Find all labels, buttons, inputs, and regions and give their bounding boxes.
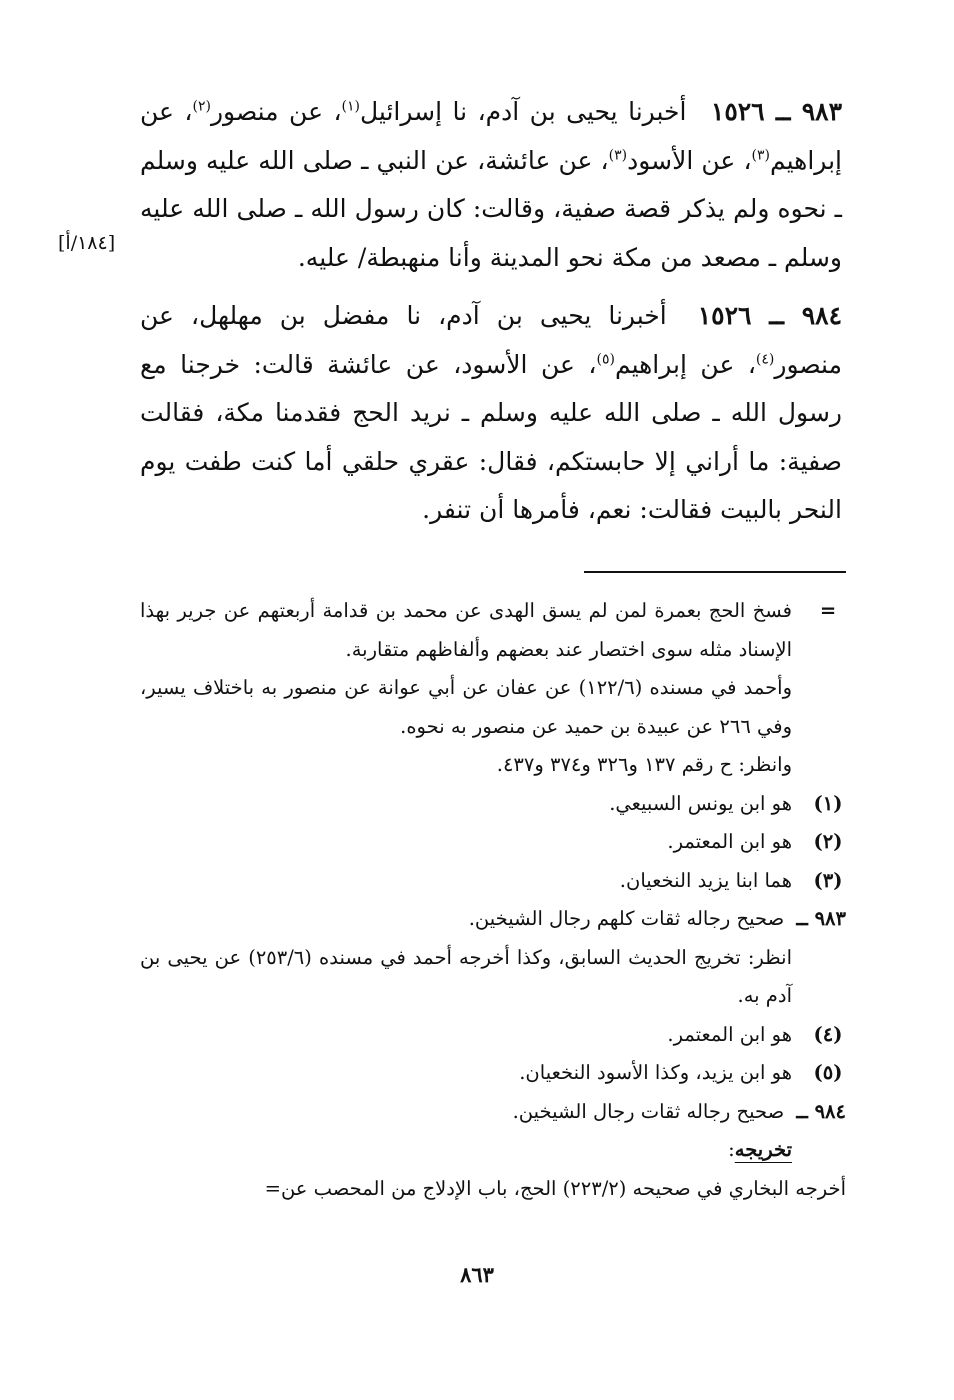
page-number: ٨٦٣ <box>460 1262 494 1287</box>
footnote-ref[interactable]: (٢) <box>192 98 211 115</box>
footnote-hadith-984 <box>140 1093 846 1132</box>
footnote-text: فسخ الحج بعمرة لمن لم يسق الهدى عن محمد بن قدامة أربعتهم عن جرير بهذا الإسناد مثله سوى اختصار عند بعضهم وألفاظهم متقاربة. <box>140 599 792 661</box>
footnote-text: هو ابن المعتمر. <box>667 830 792 853</box>
footnote-text: وانظر: ح رقم ١٣٧ و٣٢٦ و٣٧٤ و٤٣٧. <box>496 753 792 776</box>
footnote-text: هو ابن المعتمر. <box>667 1022 792 1046</box>
footnote-ref[interactable]: (٤) <box>755 351 775 368</box>
footnote-text: صحيح رجاله ثقات رجال الشيخين. <box>512 1099 785 1123</box>
footnote-label: (١) <box>813 791 843 815</box>
footnote-separator <box>584 571 846 573</box>
footnote-hadith-983 <box>140 900 846 939</box>
footnote-ref[interactable]: (٥) <box>596 351 615 368</box>
main-text <box>140 88 842 535</box>
hadith-text: ، عن الأسود <box>627 145 752 175</box>
takhrij-heading: تخريجه <box>734 1138 792 1161</box>
footnote-text: هو ابن يزيد، وكذا الأسود النخعيان. <box>519 1061 792 1084</box>
footnote-4 <box>140 1016 846 1055</box>
footnote-ref[interactable]: (١) <box>341 98 360 115</box>
hadith-text: أخبرنا يحيى بن آدم، نا إسرائيل <box>360 97 687 126</box>
takhrij-text-row <box>140 1170 846 1209</box>
manuscript-folio-ref: [١٨٤/أ] <box>58 232 116 254</box>
footnote-hadith-983-more <box>140 939 846 1016</box>
footnote-see-also <box>140 746 846 785</box>
hadith-text: ، عن منصور <box>210 97 342 126</box>
footnote-continuation <box>140 592 846 669</box>
hadith-text: ، عن إبراهيم <box>614 349 756 379</box>
footnote-ahmad <box>140 669 846 746</box>
footnote-ref[interactable]: (٣) <box>608 147 628 164</box>
footnote-ref[interactable]: (٣) <box>751 147 770 164</box>
hadith-text: ، عن عائشة، عن النبي ـ صلى الله عليه وسلم ـ نحوه ولم يذكر قصة صفية، وقالت: كان رسول الله ـ صلى الله عليه وسلم ـ مصعد من مكة نحو المدينة وأنا منهبطة/ عليه. <box>140 145 842 272</box>
footnote-label: (٤) <box>813 1022 843 1046</box>
hadith-text: ، عن إبراهيم <box>140 97 842 175</box>
continuation-mark: = <box>819 599 837 622</box>
footnote-text: هما ابنا يزيد النخعيان. <box>619 868 792 892</box>
footnote-text: صحيح رجاله ثقات كلهم رجال الشيخين. <box>468 907 785 930</box>
footnote-5 <box>140 1054 846 1093</box>
takhrij-heading-row <box>140 1131 846 1170</box>
footnote-1 <box>140 785 846 824</box>
footnote-label: ٩٨٣ ــ <box>796 907 846 930</box>
hadith-number: ٩٨٣ ــ ١٥٢٦ <box>710 97 843 126</box>
hadith-text: ، عن الأسود، عن عائشة قالت: خرجنا مع رسول الله ـ صلى الله عليه وسلم ـ نريد الحج فقدمنا مكة، فقالت صفية: ما أراني إلا حابستكم، فقال: عقري حلقي أما كنت طفت يوم النحر بالبيت فقالت: نعم، فأمرها أن تنفر. <box>140 349 842 524</box>
footnotes <box>140 592 846 1208</box>
footnote-label: (٢) <box>813 830 843 853</box>
takhrij-colon: : <box>728 1138 735 1161</box>
footnote-3 <box>140 862 846 901</box>
footnote-label: (٣) <box>813 868 843 892</box>
hadith-number: ٩٨٤ ــ ١٥٢٦ <box>697 301 843 330</box>
footnote-text: هو ابن يونس السبيعي. <box>609 791 792 815</box>
footnote-text: وأحمد في مسنده (١٢٢/٦) عن عفان عن أبي عوانة عن منصور به باختلاف يسير، وفي ٢٦٦ عن عبيدة بن حميد عن منصور به نحوه. <box>140 676 792 738</box>
hadith-983 <box>140 88 842 282</box>
hadith-984 <box>140 292 842 535</box>
footnote-2 <box>140 823 846 862</box>
footnote-text: انظر: تخريج الحديث السابق، وكذا أخرجه أحمد في مسنده (٢٥٣/٦) عن يحيى بن آدم به. <box>140 945 792 1007</box>
hadith-text: أخبرنا يحيى بن آدم، نا مفضل بن مهلهل، عن منصور <box>140 301 842 379</box>
footnote-label: (٥) <box>813 1061 843 1084</box>
footnote-text: أخرجه البخاري في صحيحه (٢٢٣/٢) الحج، باب الإدلاج من المحصب عن= <box>264 1176 846 1200</box>
footnote-label: ٩٨٤ ــ <box>796 1099 846 1123</box>
